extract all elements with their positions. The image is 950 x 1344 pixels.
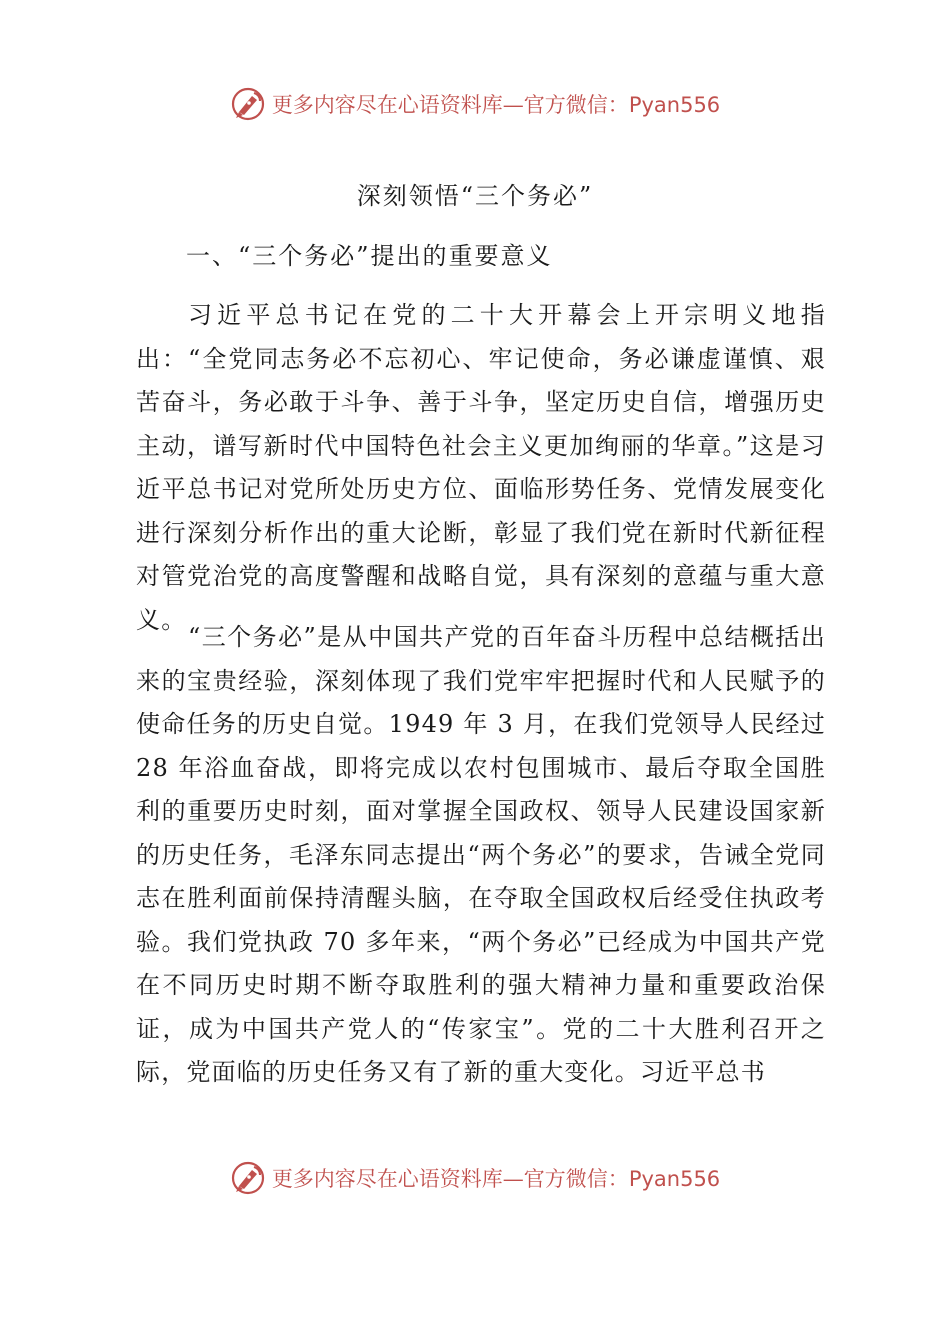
paragraph-1: 习近平总书记在党的二十大开幕会上开宗明义地指出：“全党同志务必不忘初心、牢记使命，务必谦虚谨慎、艰苦奋斗，务必敢于斗争、善于斗争，坚定历史自信，增强历史主动，谱写新时代中国特色社会主义更加绚丽的华章。”这是习近平总书记对党所处历史方位、面临形势任务、党情发展变化进行深刻分析作出的重大论断，彰显了我们党在新时代新征程对管党治党的高度警醒和战略自觉，具有深刻的意蕴与重大意义。 <box>136 301 826 634</box>
banner-text: 更多内容尽在心语资料库—官方微信：Pyan556 <box>271 1167 721 1191</box>
paragraph-2: “三个务必”是从中国共产党的百年奋斗历程中总结概括出来的宝贵经验，深刻体现了我们党牢牢把握时代和人民赋予的使命任务的历史自觉。1949 年 3 月，在我们党领导人民经过 28 年浴血奋战，即将完成以农村包围城市、最后夺取全国胜利的重要历史时刻，面对掌握全国政权、领导人民建设国家新的历史任务，毛泽东同志提出“两个务必”的要求，告诫全党同志在胜利面前保持清醒头脑，在夺取全国政权后经受住执政考验。我们党执政 70 多年来，“两个务必”已经成为中国共产党在不同历史时期不断夺取胜利的强大精神力量和重要政治保证，成为中国共产党人的“传家宝”。党的二十大胜利召开之际，党面临的历史任务又有了新的重大变化。习近平总书 <box>136 623 826 1086</box>
header-banner <box>0 84 950 124</box>
wechat-id: Pyan556 <box>628 1167 721 1191</box>
pen-nib-logo-icon <box>230 86 266 122</box>
section-heading: 一、“三个务必”提出的重要意义 <box>186 242 553 270</box>
pen-nib-logo-icon <box>230 1160 266 1196</box>
document-title: 深刻领悟“三个务必” <box>356 182 594 210</box>
footer-banner <box>0 1158 950 1198</box>
banner-text: 更多内容尽在心语资料库—官方微信：Pyan556 <box>271 93 721 117</box>
wechat-id: Pyan556 <box>628 93 721 117</box>
